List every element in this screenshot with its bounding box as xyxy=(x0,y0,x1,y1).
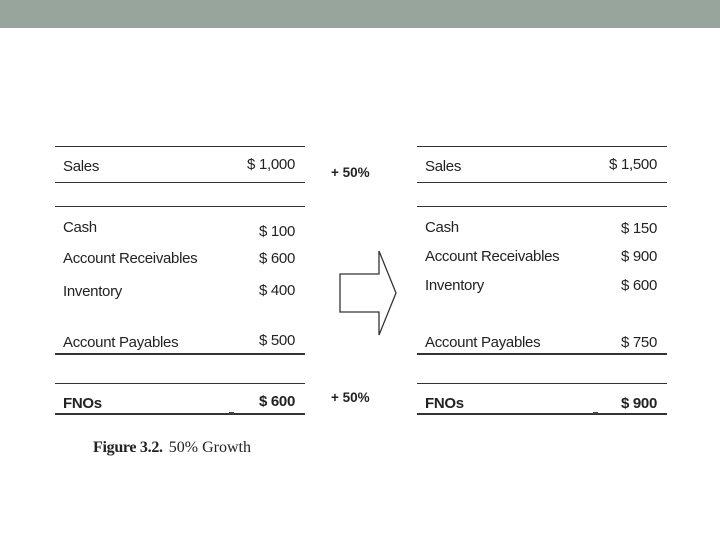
rule-top xyxy=(417,146,667,147)
caption-figure-number: Figure 3.2. xyxy=(93,439,163,456)
rule-sales-bottom xyxy=(55,182,305,183)
rule-fnos-bottom xyxy=(55,413,305,415)
figure-3-2 xyxy=(55,146,675,476)
left-receivables-value: $ 600 xyxy=(258,250,295,267)
tick-mark xyxy=(593,412,598,414)
left-payables-label: Account Payables xyxy=(63,334,179,351)
left-fnos-label: FNOs xyxy=(63,395,102,412)
left-inventory-value: $ 400 xyxy=(258,282,295,299)
left-sales-label: Sales xyxy=(63,158,100,175)
rule-payables-bottom xyxy=(55,353,305,355)
caption-text: 50% Growth xyxy=(168,439,251,456)
left-sales-value: $ 1,000 xyxy=(247,156,295,173)
rule-fnos-top xyxy=(55,383,305,384)
right-sales-label: Sales xyxy=(425,158,462,175)
rule-fnos-bottom xyxy=(417,413,667,415)
growth-sales-label: + 50% xyxy=(331,165,370,180)
rule-assets-top xyxy=(417,206,667,207)
right-sales-value: $ 1,500 xyxy=(609,156,657,173)
rule-assets-top xyxy=(55,206,305,207)
left-cash-value: $ 100 xyxy=(258,223,295,240)
right-fnos-value: $ 900 xyxy=(620,395,657,412)
right-fnos-label: FNOs xyxy=(425,395,464,412)
right-cash-value: $ 150 xyxy=(620,220,657,237)
right-payables-value: $ 750 xyxy=(620,334,657,351)
rule-fnos-top xyxy=(417,383,667,384)
right-cash-label: Cash xyxy=(425,219,459,236)
left-fnos-value: $ 600 xyxy=(258,393,295,410)
rule-sales-bottom xyxy=(417,182,667,183)
figure-caption xyxy=(93,439,251,457)
right-receivables-label: Account Receivables xyxy=(425,248,560,265)
top-bar xyxy=(0,0,720,28)
right-receivables-value: $ 900 xyxy=(620,248,657,265)
rule-payables-bottom xyxy=(417,353,667,355)
growth-fnos-label: + 50% xyxy=(331,390,370,405)
tick-mark xyxy=(229,412,234,414)
right-inventory-value: $ 600 xyxy=(620,277,657,294)
rule-top xyxy=(55,146,305,147)
left-cash-label: Cash xyxy=(63,219,97,236)
right-arrow-icon xyxy=(339,250,399,336)
right-payables-label: Account Payables xyxy=(425,334,541,351)
right-inventory-label: Inventory xyxy=(425,277,484,294)
left-receivables-label: Account Receivables xyxy=(63,250,198,267)
left-inventory-label: Inventory xyxy=(63,283,122,300)
left-payables-value: $ 500 xyxy=(258,332,295,349)
